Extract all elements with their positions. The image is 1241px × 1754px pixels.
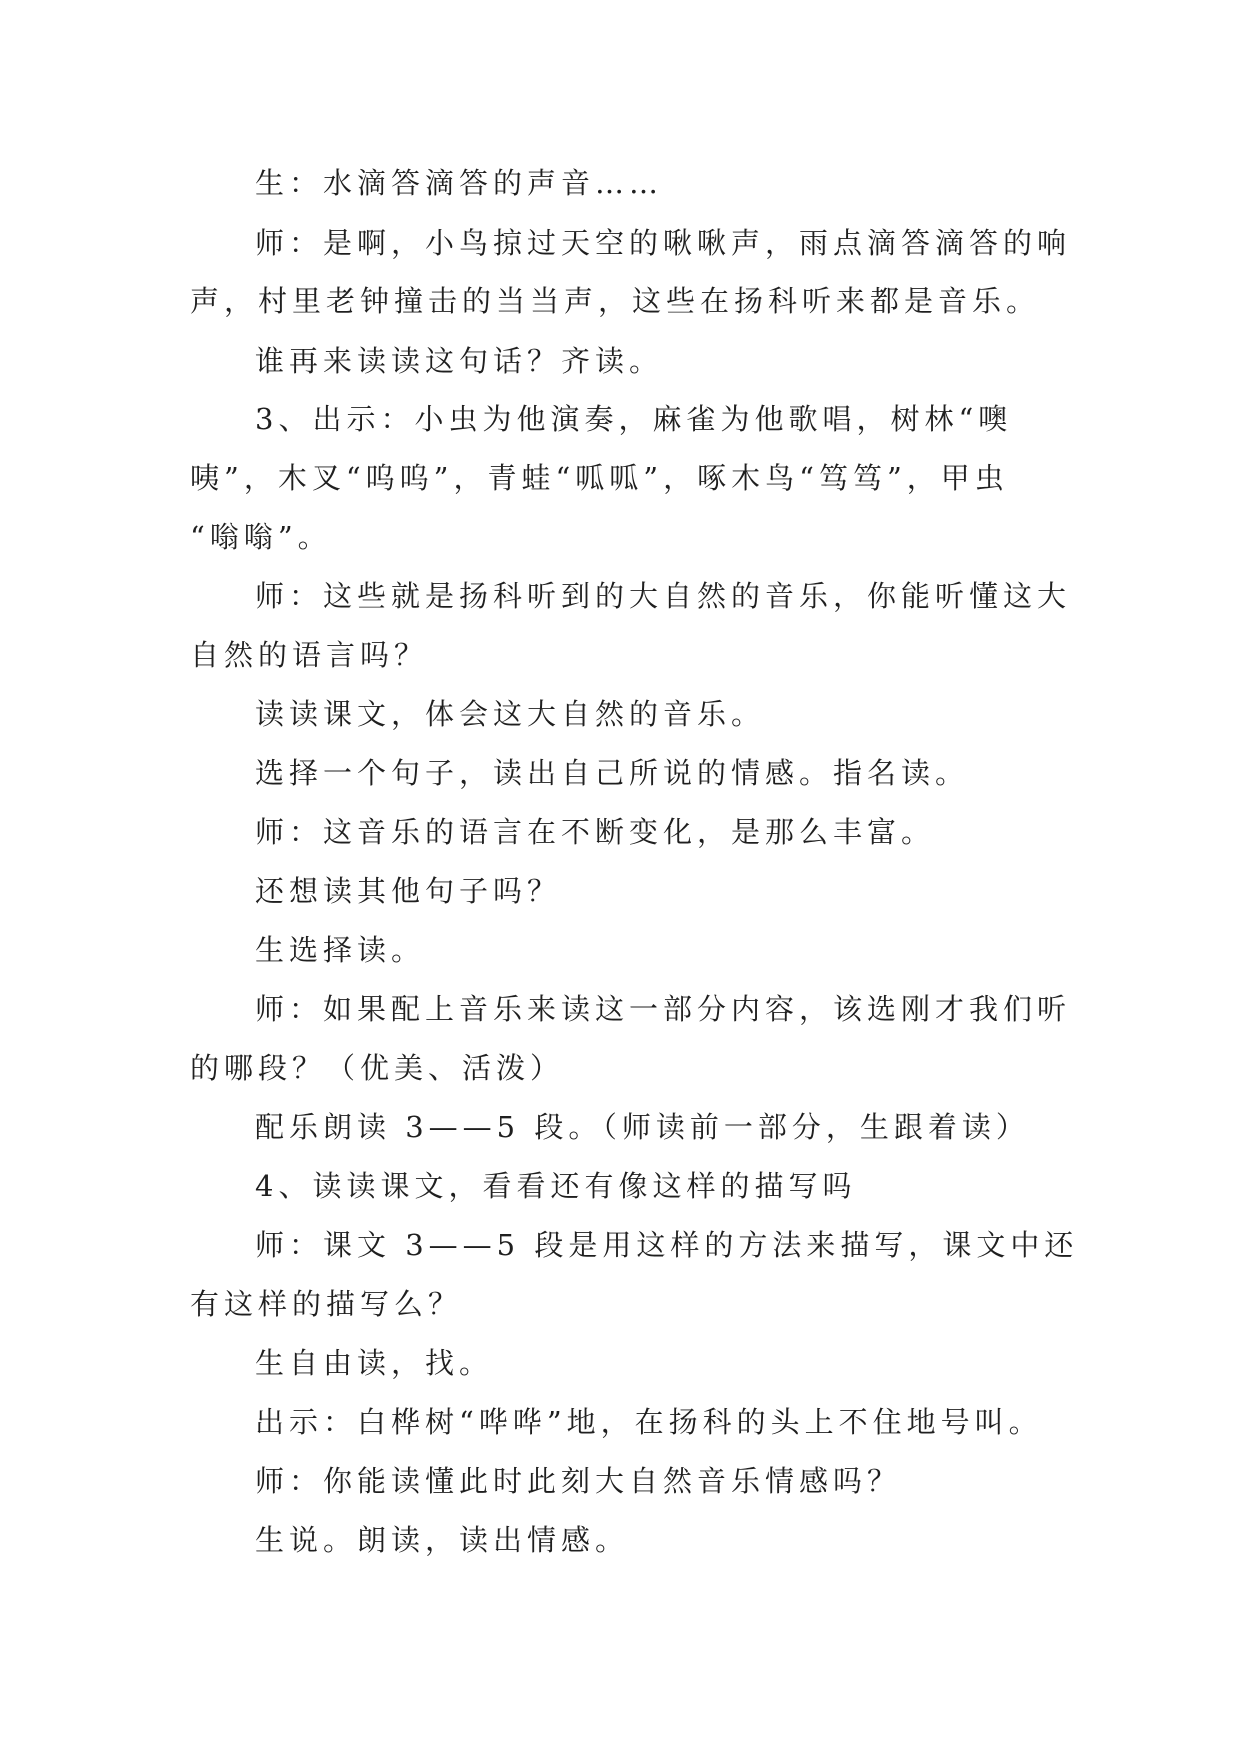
paragraph-line: 师：你能读懂此时此刻大自然音乐情感吗？ (255, 1464, 902, 1498)
paragraph-line: 师：是啊，小鸟掠过天空的啾啾声，雨点滴答滴答的响 (255, 226, 1072, 260)
paragraph-line: 师：这些就是扬科听到的大自然的音乐，你能听懂这大 (255, 579, 1072, 613)
paragraph-line: 读读课文，体会这大自然的音乐。 (255, 697, 766, 731)
paragraph-line: 师：如果配上音乐来读这一部分内容，该选刚才我们听 (255, 992, 1072, 1026)
paragraph-line: 生选择读。 (255, 933, 426, 967)
paragraph-line: “嗡嗡”。 (190, 520, 332, 554)
paragraph-line: 生：水滴答滴答的声音…… (255, 166, 664, 200)
paragraph-line: 自然的语言吗？ (190, 638, 429, 672)
paragraph-line: 出示：白桦树“哗哗”地，在扬科的头上不住地号叫。 (255, 1405, 1043, 1439)
paragraph-line: 的哪段？（优美、活泼） (190, 1051, 565, 1085)
paragraph-line: 有这样的描写么？ (190, 1287, 463, 1321)
paragraph-line: 师：这音乐的语言在不断变化，是那么丰富。 (255, 815, 936, 849)
paragraph-line: 咦”，木叉“呜呜”，青蛙“呱呱”，啄木鸟“笃笃”，甲虫 (190, 461, 1009, 495)
paragraph-line: 师：课文 3——5 段是用这样的方法来描写，课文中还 (255, 1228, 1079, 1262)
paragraph-line: 4、读读课文，看看还有像这样的描写吗 (255, 1169, 857, 1203)
paragraph-line: 声，村里老钟撞击的当当声，这些在扬科听来都是音乐。 (190, 284, 1041, 318)
paragraph-line: 选择一个句子，读出自己所说的情感。指名读。 (255, 756, 970, 790)
paragraph-line: 谁再来读读这句话？齐读。 (255, 344, 664, 378)
paragraph-line: 生自由读，找。 (255, 1346, 494, 1380)
paragraph-line: 还想读其他句子吗？ (255, 874, 562, 908)
paragraph-line: 生说。朗读，读出情感。 (255, 1523, 630, 1557)
paragraph-line: 配乐朗读 3——5 段。（师读前一部分，生跟着读） (255, 1110, 1030, 1144)
paragraph-line: 3、出示：小虫为他演奏，麻雀为他歌唱，树林“噢 (255, 402, 1013, 436)
